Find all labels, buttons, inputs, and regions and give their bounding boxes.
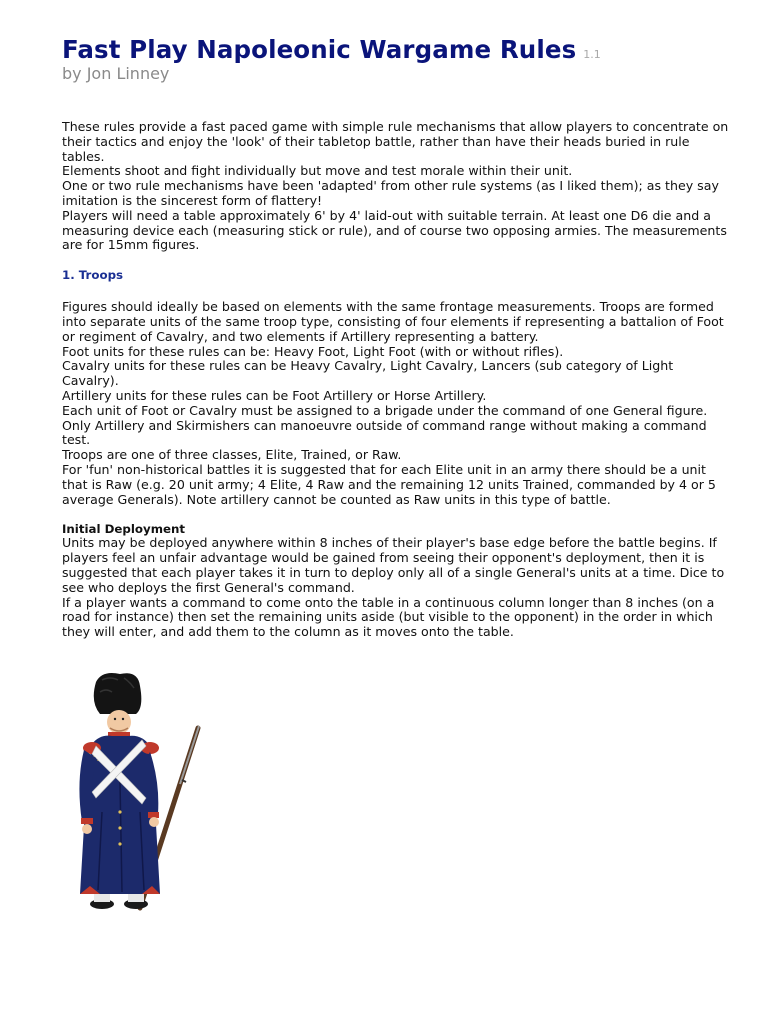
intro-paragraph: Elements shoot and fight individually but move and test morale within their unit.: [62, 163, 573, 179]
title-row: [62, 34, 732, 66]
troops-paragraph: Only Artillery and Skirmishers can manoeuvre outside of command range without making a command test.: [62, 417, 707, 448]
subheading-initial-deployment: Initial Deployment: [62, 522, 186, 537]
troops-paragraph: Each unit of Foot or Cavalry must be assigned to a brigade under the command of one General figure.: [62, 402, 708, 418]
intro-section: [62, 120, 732, 253]
troops-paragraph: Troops are one of three classes, Elite, Trained, or Raw.: [62, 447, 402, 463]
document-page: [62, 34, 732, 640]
intro-paragraph: These rules provide a fast paced game with simple rule mechanisms that allow players to concentrate on their tactics and enjoy the 'look' of their tabletop battle, rather than have their heads buried in rule tables.: [62, 119, 729, 164]
troops-section: [62, 300, 732, 507]
deployment-section: [62, 536, 732, 640]
intro-paragraph: One or two rule mechanisms have been 'adapted' from other rule systems (as I liked them); as they say imitation is the sincerest form of flattery!: [62, 178, 719, 208]
section-heading-troops: 1. Troops: [62, 268, 124, 283]
troops-paragraph: Figures should ideally be based on elements with the same frontage measurements. Troops are formed into separate units of the same troop type, consisting of four elements if representing a battalion of Foot or regiment of Cavalry, and two elements if Artillery representing a battery.: [62, 299, 724, 344]
troops-paragraph: Artillery units for these rules can be Foot Artillery or Horse Artillery.: [62, 387, 487, 403]
troops-paragraph: For 'fun' non-historical battles it is suggested that for each Elite unit in an army there should be a unit that is Raw (e.g. 20 unit army; 4 Elite, 4 Raw and the remaining 12 units Trained, commanded by 4 or 5 average Generals). Note artillery cannot be counted as Raw units in this type of battle.: [62, 461, 716, 507]
page-title: Fast Play Napoleonic Wargame Rules: [62, 35, 577, 64]
troops-paragraph: Cavalry units for these rules can be Heavy Cavalry, Light Cavalry, Lancers (sub category of Light Cavalry).: [62, 358, 674, 389]
grenadier-illustration: [62, 672, 202, 914]
troops-paragraph: Foot units for these rules can be: Heavy Foot, Light Foot (with or without rifles).: [62, 343, 564, 359]
deployment-paragraph: If a player wants a command to come onto the table in a continuous column longer than 8 inches (on a road for instance) then set the remaining units aside (but visible to the opponent) in the order in which they will enter, and add them to the column as it moves onto the table.: [62, 594, 715, 640]
version-label: 1.1: [583, 48, 601, 61]
intro-paragraph: Players will need a table approximately 6' by 4' laid-out with suitable terrain. At least one D6 die and a measuring device each (measuring stick or rule), and of course two opposing armies. The measurements are for 15mm figures.: [62, 207, 727, 253]
deployment-paragraph: Units may be deployed anywhere within 8 inches of their player's base edge before the battle begins. If players feel an unfair advantage would be gained from seeing their opponent's deployment, then it is suggested that each player takes it in turn to deploy only all of a single General's units at a time. Dice to see who deploys the first General's command.: [62, 535, 725, 595]
author-byline: by Jon Linney: [62, 64, 170, 83]
